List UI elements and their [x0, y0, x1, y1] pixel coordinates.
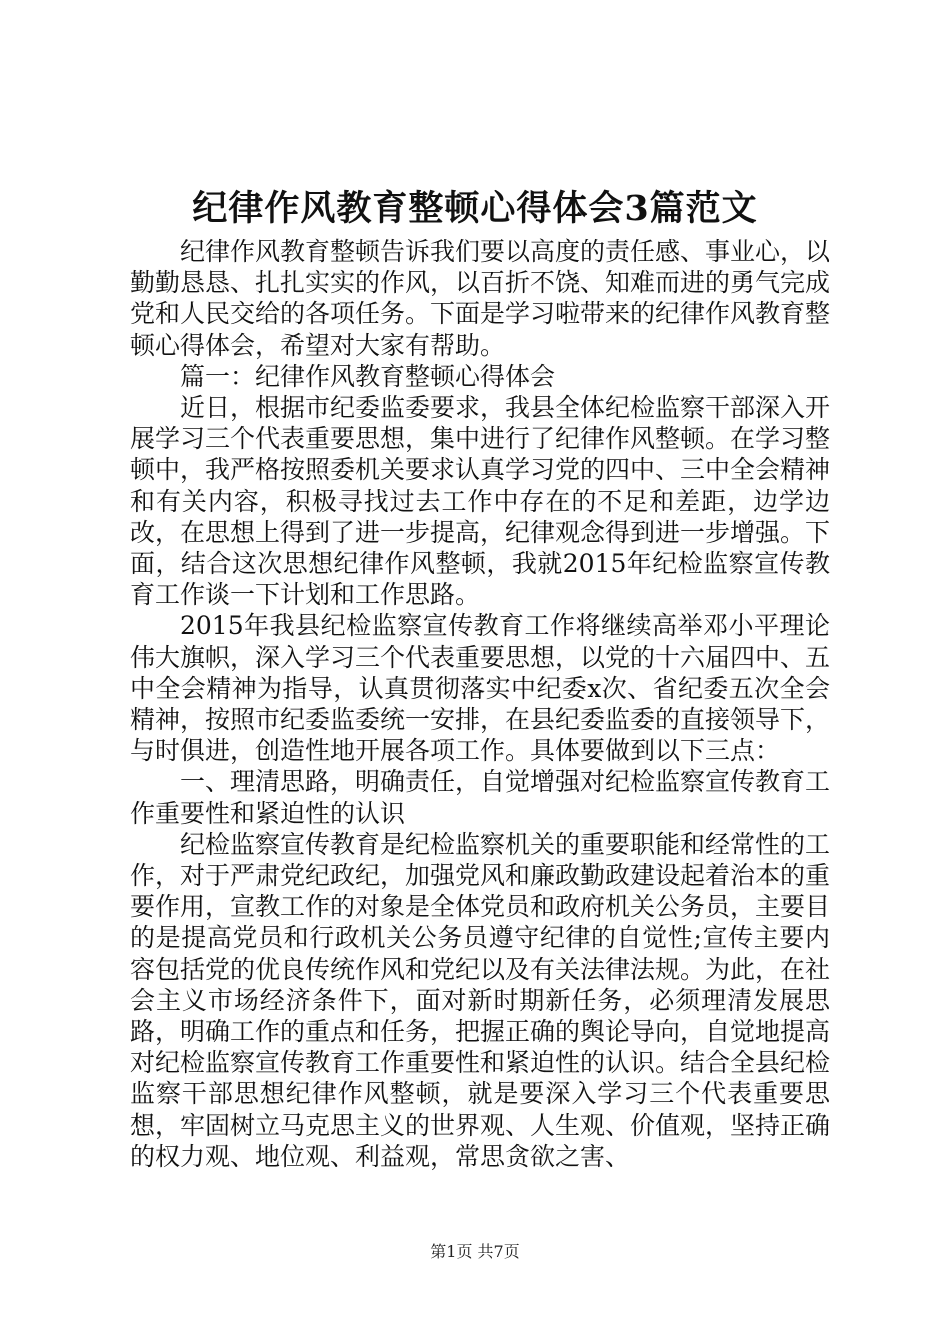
body-paragraph: 2015年我县纪检监察宣传教育工作将继续高举邓小平理论伟大旗帜，深入学习三个代表重要思想，以党的十六届四中、五中全会精神为指导，认真贯彻落实中纪委x次、省纪委五次全会精神，按照市纪委监委统一安排，在县纪委监委的直接领导下，与时俱进，创造性地开展各项工作。具体要做到以下三点： — [130, 611, 831, 766]
document-title: 纪律作风教育整顿心得体会3篇范文 — [192, 188, 758, 229]
body-paragraph: 近日，根据市纪委监委要求，我县全体纪检监察干部深入开展学习三个代表重要思想，集中进行了纪律作风整顿。在学习整顿中，我严格按照委机关要求认真学习党的四中、三中全会精神和有关内容，积极寻找过去工作中存在的不足和差距，边学边改，在思想上得到了进一步提高，纪律观念得到进一步增强。下面，结合这次思想纪律作风整顿，我就2015年纪检监察宣传教育工作谈一下计划和工作思路。 — [130, 393, 831, 610]
body-paragraph: 纪检监察宣传教育是纪检监察机关的重要职能和经常性的工作，对于严肃党纪政纪，加强党风和廉政勤政建设起着治本的重要作用，宣教工作的对象是全体党员和政府机关公务员，主要目的是提高党员和行政机关公务员遵守纪律的自觉性;宣传主要内容包括党的优良传统作风和党纪以及有关法律法规。为此，在社会主义市场经济条件下，面对新时期新任务，必须理清发展思路，明确工作的重点和任务，把握正确的舆论导向，自觉地提高对纪检监察宣传教育工作重要性和紧迫性的认识。结合全县纪检监察干部思想纪律作风整顿，就是要深入学习三个代表重要思想，牢固树立马克思主义的世界观、人生观、价值观，坚持正确的权力观、地位观、利益观，常思贪欲之害、 — [130, 829, 831, 1171]
document-body — [130, 236, 830, 1172]
section-heading: 篇一：纪律作风教育整顿心得体会 — [180, 361, 556, 391]
subsection-heading: 一、理清思路，明确责任，自觉增强对纪检监察宣传教育工作重要性和紧迫性的认识 — [130, 767, 831, 828]
intro-paragraph: 纪律作风教育整顿告诉我们要以高度的责任感、事业心，以勤勤恳恳、扎扎实实的作风，以百折不饶、知难而进的勇气完成党和人民交给的各项任务。下面是学习啦带来的纪律作风教育整顿心得体会，希望对大家有帮助。 — [130, 237, 831, 360]
page-footer: 第1页 共7页 — [430, 1242, 520, 1261]
